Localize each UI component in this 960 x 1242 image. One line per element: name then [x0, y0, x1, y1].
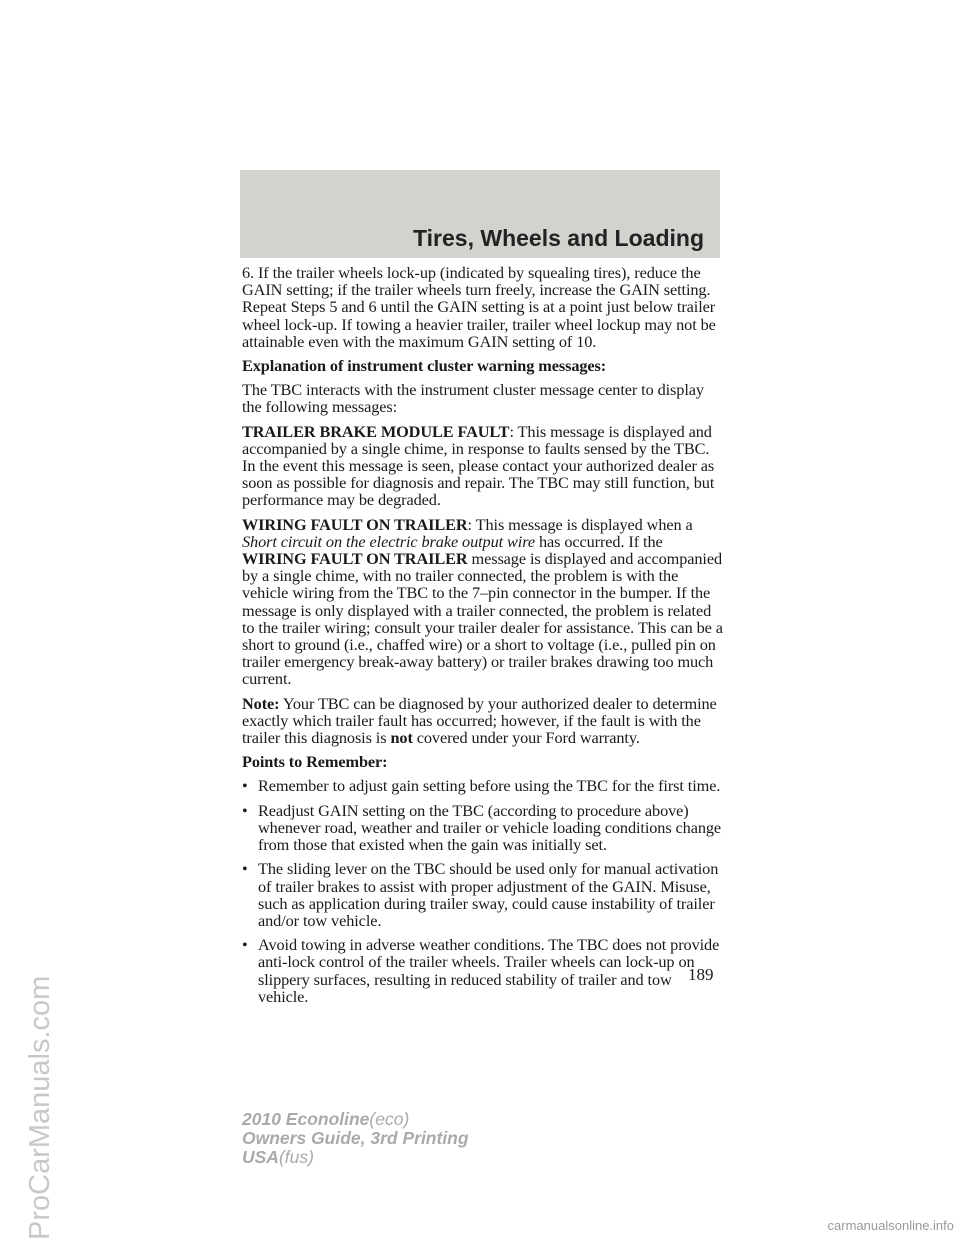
- site-footer-link[interactable]: carmanualsonline.info: [827, 1218, 954, 1233]
- bullet-icon: •: [242, 800, 248, 820]
- section-header-band: [240, 170, 720, 258]
- module-fault-label: TRAILER BRAKE MODULE FAULT: [242, 421, 510, 441]
- note-label: Note:: [242, 693, 280, 713]
- list-item: • Remember to adjust gain setting before using the TBC for the first time.: [242, 776, 721, 796]
- heading-explanation: Explanation of instrument cluster warning messages:: [242, 356, 607, 376]
- footer-line-1: 2010 Econoline(eco): [242, 1109, 410, 1129]
- page-content: [242, 264, 724, 1012]
- paragraph-step-6: 6. If the trailer wheels lock-up (indicated by squealing tires), reduce the GAIN setting; if the trailer wheels turn freely, increase the GAIN setting. Repeat Steps 5 and 6 until the GAIN setting is at a point just below trailer wheel lock-up. If towing a heavier trailer, trailer wheel lockup may not be attainable even with the maximum GAIN setting of 10.: [242, 263, 716, 351]
- document-footer: [242, 1110, 469, 1167]
- watermark-text: ProCarManuals.com: [24, 975, 56, 1240]
- points-list: [242, 777, 724, 1004]
- paragraph-tbc-interacts: The TBC interacts with the instrument cluster message center to display the following messages:: [242, 380, 704, 417]
- footer-line-3: USA(fus): [242, 1147, 314, 1167]
- list-item: • Avoid towing in adverse weather conditions. The TBC does not provide anti-lock control of the trailer wheels. Trailer wheels can lock-up on slippery surfaces, resulting in reduced stability of trailer and tow vehicle.: [242, 935, 720, 1006]
- page-number: 189: [688, 965, 714, 984]
- bullet-icon: •: [242, 776, 248, 796]
- paragraph-wiring-fault: WIRING FAULT ON TRAILER: This message is displayed when a Short circuit on the electric brake output wire has occurred. If the WIRING FAULT ON TRAILER message is displayed and accompanied by a single chime, with no trailer connected, the problem is with the vehicle wiring from the TBC to the 7–pin connector in the bumper. If the message is only displayed with a trailer connected, the problem is related to the trailer wiring; consult your trailer dealer for assistance. This can be a short to ground (i.e., chaffed wire) or a short to voltage (i.e., pulled pin on trailer emergency break-away battery) or trailer brakes drawing too much current.: [242, 514, 723, 689]
- short-circuit-italic: Short circuit on the electric brake output wire: [242, 531, 535, 551]
- bullet-icon: •: [242, 859, 248, 879]
- section-title: Tires, Wheels and Loading: [413, 225, 704, 251]
- wiring-fault-label: WIRING FAULT ON TRAILER: [242, 514, 468, 534]
- heading-points-to-remember: Points to Remember:: [242, 752, 388, 772]
- note-not: not: [390, 728, 413, 748]
- paragraph-note: Note: Your TBC can be diagnosed by your authorized dealer to determine exactly which trailer fault has occurred; however, if the fault is with the trailer this diagnosis is not covered under your Ford warranty.: [242, 693, 717, 748]
- footer-line-2: Owners Guide, 3rd Printing: [242, 1128, 469, 1148]
- bullet-icon: •: [242, 935, 248, 955]
- paragraph-module-fault: TRAILER BRAKE MODULE FAULT: This message is displayed and accompanied by a single chime, in response to faults sensed by the TBC. In the event this message is seen, please contact your authorized dealer as soon as possible for diagnosis and repair. The TBC may still function, but performance may be degraded.: [242, 421, 715, 510]
- list-item: • The sliding lever on the TBC should be used only for manual activation of trailer brakes to assist with proper adjustment of the GAIN. Misuse, such as application during trailer sway, could cause instability of trailer and/or tow vehicle.: [242, 859, 719, 930]
- wiring-fault-label-2: WIRING FAULT ON TRAILER: [242, 549, 468, 569]
- list-item: • Readjust GAIN setting on the TBC (according to procedure above) whenever road, weather and trailer or vehicle loading conditions change from those that existed when the gain was initially set.: [242, 800, 722, 855]
